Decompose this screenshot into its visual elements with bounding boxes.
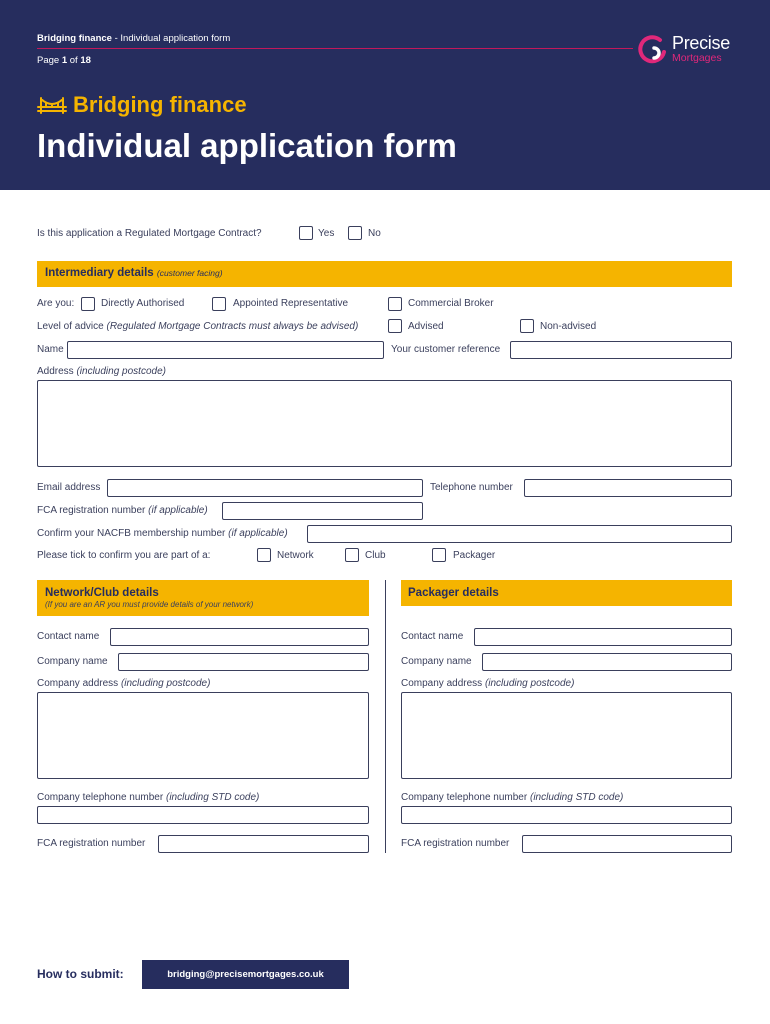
email-field[interactable] <box>107 479 423 497</box>
address-label: Address (including postcode) <box>37 366 166 377</box>
customer-reference-label: Your customer reference <box>391 344 501 355</box>
header-rule <box>37 48 633 49</box>
network-club-note: (If you are an AR you must provide details of your network) <box>45 600 254 609</box>
packager-section-title: Packager details <box>408 587 499 599</box>
page-title: Individual application form <box>37 127 457 164</box>
fca-label: FCA registration number (if applicable) <box>37 505 208 516</box>
nacfb-label: Confirm your NACFB membership number (if applicable) <box>37 528 288 539</box>
column-divider <box>385 580 386 853</box>
pk-fca-label: FCA registration number <box>401 838 510 849</box>
nc-company-tel-label: Company telephone number (including STD code) <box>37 792 260 803</box>
name-label: Name <box>37 344 64 355</box>
pk-contact-name-field[interactable] <box>474 628 732 646</box>
logo-mark-icon <box>638 34 670 66</box>
pk-fca-field[interactable] <box>522 835 732 853</box>
regulated-question: Is this application a Regulated Mortgage Contract? <box>37 228 262 239</box>
pk-company-tel-label: Company telephone number (including STD code) <box>401 792 624 803</box>
telephone-label: Telephone number <box>430 482 513 493</box>
name-field[interactable] <box>67 341 384 359</box>
non-advised-label: Non-advised <box>540 321 597 332</box>
nc-company-tel-field[interactable] <box>37 806 369 824</box>
precise-mortgages-logo: Precise Mortgages <box>638 33 738 67</box>
submit-email-link[interactable]: bridging@precisemortgages.co.uk <box>142 960 349 989</box>
breadcrumb: Bridging finance - Individual application form <box>37 33 231 44</box>
intermediary-section-title: Intermediary details (customer facing) <box>45 267 223 279</box>
address-field[interactable] <box>37 380 732 467</box>
pk-contact-name-label: Contact name <box>401 631 464 642</box>
regulated-yes-checkbox[interactable] <box>299 226 313 240</box>
club-checkbox[interactable] <box>345 548 359 562</box>
nc-contact-name-label: Contact name <box>37 631 100 642</box>
are-you-label: Are you: <box>37 298 75 309</box>
email-label: Email address <box>37 482 101 493</box>
bridge-icon <box>37 95 67 121</box>
customer-reference-field[interactable] <box>510 341 732 359</box>
fca-field[interactable] <box>222 502 423 520</box>
page-indicator: Page 1 of 18 <box>37 55 91 66</box>
nc-company-address-label: Company address (including postcode) <box>37 678 211 689</box>
packager-label: Packager <box>453 550 496 561</box>
regulated-no-label: No <box>368 228 381 239</box>
page-subtitle: Bridging finance <box>37 92 247 121</box>
network-checkbox[interactable] <box>257 548 271 562</box>
club-label: Club <box>365 550 386 561</box>
nacfb-field[interactable] <box>307 525 732 543</box>
appointed-representative-label: Appointed Representative <box>233 298 349 309</box>
page-header <box>0 0 770 190</box>
non-advised-checkbox[interactable] <box>520 319 534 333</box>
nc-company-address-field[interactable] <box>37 692 369 779</box>
regulated-yes-label: Yes <box>318 228 335 239</box>
pk-company-name-label: Company name <box>401 656 472 667</box>
pk-company-address-field[interactable] <box>401 692 732 779</box>
advice-label: Level of advice (Regulated Mortgage Contracts must always be advised) <box>37 321 359 332</box>
directly-authorised-label: Directly Authorised <box>101 298 185 309</box>
part-of-label: Please tick to confirm you are part of a: <box>37 550 211 561</box>
nc-company-name-field[interactable] <box>118 653 369 671</box>
advised-label: Advised <box>408 321 444 332</box>
pk-company-address-label: Company address (including postcode) <box>401 678 575 689</box>
telephone-field[interactable] <box>524 479 732 497</box>
directly-authorised-checkbox[interactable] <box>81 297 95 311</box>
pk-company-name-field[interactable] <box>482 653 732 671</box>
how-to-submit-label: How to submit: <box>37 967 124 981</box>
network-club-section-title: Network/Club details <box>45 587 159 599</box>
advised-checkbox[interactable] <box>388 319 402 333</box>
network-label: Network <box>277 550 314 561</box>
nc-contact-name-field[interactable] <box>110 628 369 646</box>
nc-fca-label: FCA registration number <box>37 838 146 849</box>
regulated-no-checkbox[interactable] <box>348 226 362 240</box>
commercial-broker-label: Commercial Broker <box>408 298 494 309</box>
commercial-broker-checkbox[interactable] <box>388 297 402 311</box>
appointed-representative-checkbox[interactable] <box>212 297 226 311</box>
pk-company-tel-field[interactable] <box>401 806 732 824</box>
packager-checkbox[interactable] <box>432 548 446 562</box>
nc-fca-field[interactable] <box>158 835 369 853</box>
nc-company-name-label: Company name <box>37 656 108 667</box>
